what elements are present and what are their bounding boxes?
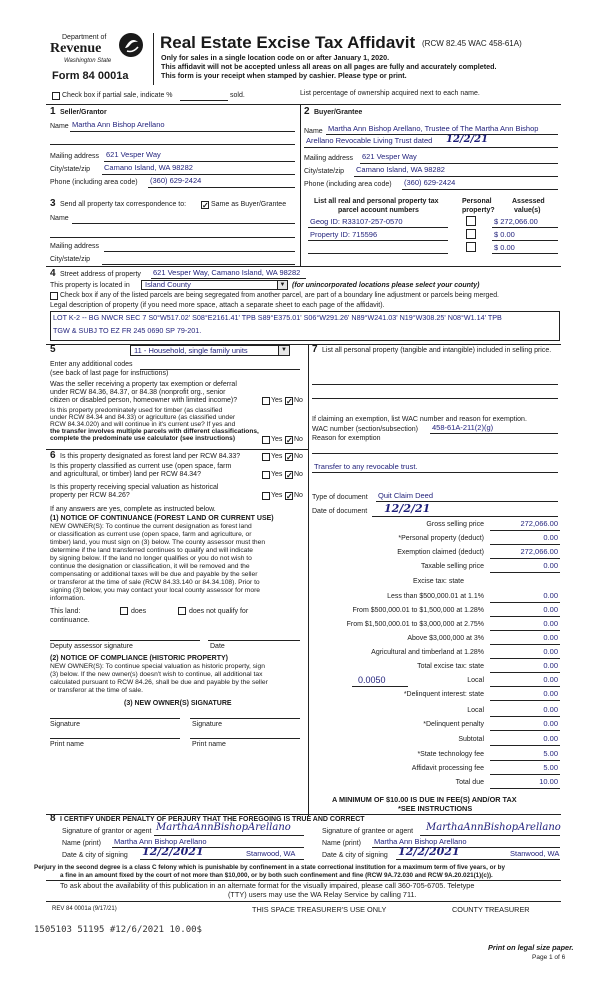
partial-sale-label: Check box if partial sale, indicate % (62, 92, 173, 99)
segregate-label: Check box if any of the listed parcels are being segregated from another parcel, are part of a boundary line adjustment or parcels being merged. (60, 292, 499, 299)
notice1-line-2: timber) land, you must sign on (3) below. The county assessor must then (50, 539, 266, 546)
tax-row-value-17[interactable]: 5.00 (543, 763, 558, 772)
notice1-line-5: continue the designation or classification, it will be removed and the (50, 563, 250, 570)
tax-row-line-5 (490, 602, 560, 603)
same-as-buyer-label: Same as Buyer/Grantee (211, 201, 287, 208)
seller-mailing[interactable]: 621 Vesper Way (106, 150, 161, 159)
local-rate[interactable]: 0.0050 (358, 675, 386, 685)
buyer-mailing-label: Mailing address (304, 155, 354, 162)
seller-phone-line (148, 187, 295, 188)
buyer-trust-date[interactable]: 12/2/21 (446, 134, 489, 145)
assessed-line-1 (492, 227, 558, 228)
tax-row-line-7 (490, 630, 560, 631)
notice1-line-7: or transferor at the time of sale (RCW 84.33.140 or 84.34.108). Prior to (50, 579, 260, 586)
deputy-label: Deputy assessor signature (50, 643, 133, 650)
corr-blank-line (50, 237, 295, 238)
personal-property-label-wrap (322, 347, 558, 356)
correspondence-number: 3 (50, 198, 56, 209)
tax-row-line-1 (490, 544, 560, 545)
tax-row-line-14 (490, 730, 560, 731)
buyer-phone[interactable]: (360) 629-2424 (404, 178, 456, 187)
tax-row-line-18 (490, 788, 560, 789)
owner-sig-label-1: Signature (50, 721, 80, 728)
tax-row-line-0 (490, 530, 560, 531)
tax-row-label-12: *Delinquent interest: state (403, 691, 484, 698)
buyer-phone-line (402, 189, 558, 190)
street-label: Street address of property (60, 271, 141, 278)
minimum-line-2: *SEE INSTRUCTIONS (398, 804, 473, 813)
q6-2-no-checkbox[interactable]: ✓ (286, 471, 293, 480)
treasurer-only: THIS SPACE TREASURER'S USE ONLY (252, 905, 387, 914)
wa-logo-icon (118, 32, 144, 58)
section6-top (46, 449, 308, 450)
tax-row-label-5: Less than $500,000.01 at 1.1% (387, 593, 484, 600)
grantee-date-label: Date & city of signing (322, 852, 388, 859)
tax-row-label-6: From $500,000.01 to $1,500,000 at 1.28% (352, 607, 484, 614)
assessed-heading-1: Assessed (512, 198, 545, 205)
corr-mailing-line[interactable] (104, 251, 295, 252)
seller-phone[interactable]: (360) 629-2424 (150, 176, 202, 185)
seller-mailing-line (104, 161, 295, 162)
section5-number: 5 (50, 344, 56, 355)
parcel-line-2 (308, 240, 448, 241)
grantor-date[interactable]: 12/2/2021 (142, 845, 204, 858)
q6-2-yes: Yes (271, 471, 283, 478)
corr-city-line[interactable] (102, 264, 295, 265)
chevron-down-icon[interactable]: ▼ (277, 281, 287, 289)
q5-2-no: No (294, 436, 303, 443)
notice1-line-4: by signing below. If the land no longer qualifies or you do not wish to (50, 555, 252, 562)
does-checkbox[interactable] (120, 607, 128, 615)
legal-line-1: LOT K-2 -- BG NWCR SEC 7 S0°W517.02' S08°E2161.41' TPB S89°E375.01' S06°W291.26' N89°W241.03' N19°W308.25' N08°W1.14' TPB (53, 313, 502, 322)
same-as-buyer-checkbox[interactable]: ✓ (202, 201, 209, 210)
subheading-1: Only for sales in a single location code on or after January 1, 2020. (161, 53, 390, 62)
reason-value[interactable]: Transfer to any revocable trust. (314, 462, 418, 471)
tax-row-label-8: Above $3,000,000 at 3% (407, 635, 484, 642)
q5-2d: the transfer involves multiple parcels with different classifications, (50, 428, 259, 435)
grantor-sig-line (154, 835, 304, 836)
claim-label: If claiming an exemption, list WAC number and reason for exemption. (312, 416, 527, 423)
new-owner-sig-title: (3) NEW OWNER(S) SIGNATURE (124, 700, 232, 707)
q5-2-no-checkbox[interactable]: ✓ (286, 436, 293, 445)
grantee-sig-label: Signature of grantee or agent (322, 828, 414, 835)
property-number: 4 (50, 268, 56, 279)
parcel-line-3 (308, 253, 448, 254)
notice2-line-2: calculated pursuant to RCW 84.26, shall be due and payable by the seller (50, 679, 268, 686)
page-number: Page 1 of 6 (532, 954, 566, 961)
q6-2-no: No (294, 471, 303, 478)
tax-row-value-6[interactable]: 0.00 (543, 605, 558, 614)
tax-row-label-18: Total due (455, 779, 484, 786)
buyer-phone-label: Phone (including area code) (304, 181, 392, 188)
tax-row-line-9 (490, 658, 560, 659)
buyer-city-line (354, 176, 558, 177)
tax-row-label-16: *State technology fee (417, 751, 484, 758)
seller-name-line-2 (50, 144, 295, 145)
doc-type-value[interactable]: Quit Claim Deed (378, 491, 434, 500)
q6-3a: Is this property receiving special valuation as historical (50, 484, 219, 491)
grantee-city[interactable]: Stanwood, WA (510, 849, 560, 858)
grantee-signature[interactable]: MarthaAnnBishopArellano (426, 822, 561, 833)
seller-city-line (102, 174, 295, 175)
buyer-mailing-line (360, 163, 558, 164)
minimum-line-1: A MINIMUM OF $10.00 IS DUE IN FEE(S) AND/OR TAX (332, 795, 517, 804)
personal-heading-2: property? (462, 207, 495, 214)
doc-type-label: Type of document (312, 494, 368, 501)
tax-row-line-13 (490, 716, 560, 717)
assessed-value-1[interactable]: $ 272,066.00 (494, 217, 538, 226)
notice2-line-0: NEW OWNER(S): To continue special valuation as historic property, sign (50, 663, 265, 670)
tax-row-line-8 (490, 644, 560, 645)
seller-mailing-label: Mailing address (50, 153, 100, 160)
q6-3-no: No (294, 492, 303, 499)
section6-number: 6 (50, 450, 56, 461)
q6-2-yes-checkbox[interactable] (262, 471, 270, 479)
q6-1: Is this property designated as forest land per RCW 84.33? (60, 453, 241, 460)
q6-3b: property per RCW 84.26? (50, 492, 130, 499)
tax-row-label-4: Excise tax: state (413, 578, 464, 585)
form-statute: (RCW 82.45 WAC 458-61A) (422, 39, 522, 48)
tax-row-value-0[interactable]: 272,066.00 (520, 519, 558, 528)
seller-city[interactable]: Camano Island, WA 98282 (104, 163, 193, 172)
grantor-signature[interactable]: MarthaAnnBishopArellano (156, 822, 291, 833)
deputy-date-line[interactable] (208, 640, 300, 641)
owner-print-line-2[interactable] (190, 738, 300, 739)
tax-row-value-15[interactable]: 0.00 (543, 734, 558, 743)
buyer-city-label: City/state/zip (304, 168, 345, 175)
footer-rule-2 (46, 901, 561, 902)
use-code-select[interactable] (130, 345, 290, 356)
tax-row-value-3[interactable]: 0.00 (543, 561, 558, 570)
tax-row-label-2: Exemption claimed (deduct) (397, 549, 484, 556)
see-back-label: (see back of last page for instructions) (50, 370, 169, 377)
q6-3-yes-checkbox[interactable] (262, 492, 270, 500)
county-value: Island County (145, 280, 191, 289)
assessed-value-3[interactable]: $ 0.00 (494, 243, 515, 252)
tax-row-line-3 (490, 572, 560, 573)
corr-name-label: Name (50, 215, 69, 222)
grantor-city[interactable]: Stanwood, WA (246, 849, 296, 858)
owner-print-label-2: Print name (192, 741, 226, 748)
notice1-line-0: NEW OWNER(S): To continue the current designation as forest land (50, 523, 252, 530)
parcel-id-1[interactable]: Geog ID: R33107-257-0570 (310, 217, 403, 226)
q6-1-yes-checkbox[interactable] (262, 453, 270, 461)
grantor-name-label: Name (print) (62, 840, 101, 847)
personal-property-label: List all personal property (tangible and intangible) included in selling price. (322, 347, 552, 354)
treasurer-stamp: 1505103 51195 #12/6/2021 10.00$ (34, 925, 202, 935)
personal-checkbox-1[interactable] (466, 216, 476, 226)
partial-sale-percent-line[interactable] (180, 100, 228, 101)
form-title: Real Estate Excise Tax Affidavit (160, 33, 416, 52)
owner-sig-label-2: Signature (192, 721, 222, 728)
q6-1-yes: Yes (271, 453, 283, 460)
grantor-sig-label: Signature of grantor or agent (62, 828, 152, 835)
tax-row-value-5[interactable]: 0.00 (543, 591, 558, 600)
seller-number: 1 (50, 106, 56, 117)
doc-date-line (372, 516, 558, 517)
correspondence-label: Send all property tax correspondence to: (60, 201, 187, 208)
assessed-heading-2: value(s) (514, 207, 541, 214)
q6-3-no-checkbox[interactable]: ✓ (286, 492, 293, 501)
owner-sig-line-1[interactable] (50, 718, 180, 719)
q5-2a: Is this property predominately used for timber (as classified (50, 407, 223, 414)
reason-line-2 (312, 472, 558, 473)
tax-row-line-11 (490, 686, 560, 687)
notice1-line-9: information. (50, 595, 85, 602)
q5-2c: RCW 84.34.020) and will continue in it's current use? If yes and (50, 421, 236, 428)
buyer-name-1[interactable]: Martha Ann Bishop Arellano, Trustee of The Martha Ann Bishop (328, 124, 539, 133)
tax-row-label-3: Taxable selling price (420, 563, 484, 570)
tax-row-value-14[interactable]: 0.00 (543, 719, 558, 728)
buyer-name-line (326, 134, 558, 135)
street-address[interactable]: 621 Vesper Way, Camano Island, WA 98282 (153, 268, 301, 277)
tax-row-label-9: Agricultural and timberland at 1.28% (371, 649, 484, 656)
header-divider (153, 33, 154, 85)
reason-label: Reason for exemption (312, 435, 381, 442)
segregate-checkbox[interactable] (50, 292, 58, 300)
located-label: This property is located in (50, 282, 130, 289)
grantor-name[interactable]: Martha Ann Bishop Arellano (114, 837, 207, 846)
q6-2b: and agricultural, or timber) land per RCW 84.34? (50, 471, 201, 478)
this-land-label: This land: (50, 608, 81, 615)
notice2-title: (2) NOTICE OF COMPLIANCE (HISTORIC PROPERTY) (50, 655, 228, 662)
assessed-line-2 (492, 240, 558, 241)
if-yes-note: If any answers are yes, complete as instructed below. (50, 506, 216, 513)
subheading-3: This form is your receipt when stamped by cashier. Please type or print. (161, 71, 407, 80)
perjury-line-2: a fine in an amount fixed by the court of not more than $10,000, or by both such confinement and fine (RCW 9A.72.030 and RCW 9A.20.021(1)(c)). (60, 872, 493, 879)
tax-row-value-12[interactable]: 0.00 (543, 689, 558, 698)
dept-line: Department of (62, 34, 107, 41)
grantor-date-label: Date & city of signing (62, 852, 128, 859)
tax-row-label-13: Local (467, 707, 484, 714)
frame-section4-top (46, 266, 561, 267)
legal-label: Legal description of property (if you need more space, attach a separate sheet to each page of the affidavit). (50, 302, 385, 309)
q5-1-no: No (294, 397, 303, 404)
use-code-value: 11 - Household, single family units (134, 346, 248, 355)
owner-print-label-1: Print name (50, 741, 84, 748)
partial-sale-checkbox[interactable] (52, 92, 60, 100)
notice1-line-8: signing (3) below, you may contact your local county assessor for more (50, 587, 261, 594)
tax-row-label-11: Local (467, 677, 484, 684)
section8-top (46, 814, 561, 815)
doc-date-value[interactable]: 12/2/21 (384, 502, 431, 515)
frame-mid-lower (308, 344, 309, 816)
q5-1-yes: Yes (271, 397, 283, 404)
tax-row-label-0: Gross selling price (426, 521, 484, 528)
street-line (151, 278, 306, 279)
tax-row-label-10: Total excise tax: state (417, 663, 484, 670)
personal-property-line-1[interactable] (312, 384, 558, 385)
perjury-line-1: Perjury in the second degree is a class C felony which is punishable by confinement in a state correctional institution for a maximum term of five years, or by (34, 864, 505, 871)
notice1-title: (1) NOTICE OF CONTINUANCE (FOREST LAND OR CURRENT USE) (50, 515, 274, 522)
deputy-sig-line[interactable] (50, 640, 200, 641)
grantee-sig-line (420, 835, 560, 836)
grantee-date[interactable]: 12/2/2021 (398, 845, 460, 858)
tax-row-label-15: Subtotal (458, 736, 484, 743)
county-select[interactable] (141, 280, 288, 290)
grantor-name-line (112, 847, 304, 848)
corr-name-line[interactable] (72, 223, 295, 224)
q6-1-no-checkbox[interactable]: ✓ (286, 453, 293, 462)
personal-checkbox-2[interactable] (466, 229, 476, 239)
q5-1-no-checkbox[interactable]: ✓ (286, 397, 293, 406)
does-label: does (131, 608, 147, 615)
tax-row-line-12 (490, 700, 560, 701)
frame-section5-top (46, 344, 561, 345)
notice2-line-1: (3) below. If the new owner(s) doesn't wish to continue, all additional tax (50, 671, 263, 678)
buyer-name-line-2 (304, 147, 558, 148)
corr-mailing-label: Mailing address (50, 243, 100, 250)
buyer-mailing[interactable]: 621 Vesper Way (362, 152, 417, 161)
does-not-label: does not qualify for (189, 608, 249, 615)
tax-row-value-18[interactable]: 10.00 (539, 777, 558, 786)
wac-line (430, 433, 558, 434)
q6-3-yes: Yes (271, 492, 283, 499)
owner-print-line-1[interactable] (50, 738, 180, 739)
owner-sig-line-2[interactable] (190, 718, 300, 719)
section8-number: 8 (50, 813, 56, 824)
tax-row-line-6 (490, 616, 560, 617)
legal-paper-note: Print on legal size paper. (488, 943, 574, 952)
grantee-date-line (396, 859, 560, 860)
parcel-heading-2: parcel account numbers (338, 207, 419, 214)
seller-heading: Seller/Grantor (60, 109, 107, 116)
personal-checkbox-3[interactable] (466, 242, 476, 252)
alt-format-1: To ask about the availability of this publication in an alternate format for the visually impaired, please call 360-705-6705. Teletype (60, 881, 475, 890)
q5-1b: under RCW 84.36, 84.37, or 84.38 (nonprofit org., senior (50, 389, 226, 396)
form-number: Form 84 0001a (52, 70, 129, 82)
revenue-wordmark: Revenue (50, 41, 102, 56)
q5-2b: under RCW 84.34 and 84.33) or agriculture (as classified under (50, 414, 236, 421)
ownership-note: List percentage of ownership acquired next to each name. (300, 90, 480, 97)
wac-value[interactable]: 458-61A-211(2)(g) (432, 423, 494, 432)
legal-description-box[interactable] (50, 311, 560, 341)
q5-2-yes-checkbox[interactable] (262, 436, 270, 444)
seller-city-label: City/state/zip (50, 166, 91, 173)
deputy-date-label: Date (210, 643, 225, 650)
local-rate-line (352, 686, 408, 687)
tax-row-value-13[interactable]: 0.00 (543, 705, 558, 714)
q5-2-yes: Yes (271, 436, 283, 443)
tax-row-line-2 (490, 558, 560, 559)
tax-row-value-11[interactable]: 0.00 (543, 675, 558, 684)
grantee-name-label: Name (print) (322, 840, 361, 847)
tax-row-value-1[interactable]: 0.00 (543, 533, 558, 542)
buyer-number: 2 (304, 106, 310, 117)
county-treasurer: COUNTY TREASURER (452, 905, 530, 914)
q5-1c: citizen or disabled person, homeowner with limited income)? (50, 397, 238, 404)
q5-1-yes-checkbox[interactable] (262, 397, 270, 405)
frame-top (46, 104, 561, 105)
notice1-line-3: determine if the land transferred continues to qualify and will indicate (50, 547, 253, 554)
q6-1-no: No (294, 453, 303, 460)
tax-row-line-16 (490, 760, 560, 761)
alt-format-2: (TTY) users may use the WA Relay Service by calling 711. (228, 890, 417, 899)
personal-heading-1: Personal (462, 198, 492, 205)
corr-city-label: City/state/zip (50, 256, 91, 263)
tax-row-value-10[interactable]: 0.00 (543, 661, 558, 670)
subheading-2: This affidavit will not be accepted unless all areas on all pages are fully and accurately completed. (161, 62, 497, 71)
assessed-value-2[interactable]: $ 0.00 (494, 230, 515, 239)
section7-number: 7 (312, 344, 318, 355)
reason-line-1 (312, 453, 558, 454)
additional-codes-label: Enter any additional codes (50, 361, 133, 368)
buyer-name-2[interactable]: Arellano Revocable Living Trust dated (306, 136, 433, 145)
notice2-line-3: or transferor at the time of sale. (50, 687, 143, 694)
buyer-name-label: Name (304, 128, 323, 135)
q5-2e: complete the predominate use calculator (see instructions) (50, 435, 236, 442)
tax-row-label-7: From $1,500,000.01 to $3,000,000 at 2.75% (346, 621, 484, 628)
tax-row-value-2[interactable]: 272,066.00 (520, 547, 558, 556)
legal-line-2: TGW & SUBJ TO EZ FR 245 0690 SP 79-201. (53, 326, 202, 335)
wac-label: WAC number (section/subsection) (312, 426, 418, 433)
frame-mid-upper (300, 104, 301, 266)
notice1-line-6: compensating or additional taxes will be due and payable by the seller (50, 571, 258, 578)
tax-row-value-9[interactable]: 0.00 (543, 647, 558, 656)
certify-label: I CERTIFY UNDER PENALTY OF PERJURY THAT THE FOREGOING IS TRUE AND CORRECT (60, 816, 365, 823)
partial-sale-sold: sold. (230, 92, 245, 99)
parcel-heading-1: List all real and personal property tax (314, 198, 439, 205)
tax-row-value-16[interactable]: 5.00 (543, 749, 558, 758)
grantor-date-line (140, 859, 304, 860)
tax-row-label-17: Affidavit processing fee (411, 765, 484, 772)
q5-1a: Was the seller receiving a property tax exemption or deferral (50, 381, 237, 388)
tax-row-value-8[interactable]: 0.00 (543, 633, 558, 642)
buyer-heading: Buyer/Grantee (314, 109, 363, 116)
does-not-checkbox[interactable] (178, 607, 186, 615)
seller-name-label: Name (50, 123, 69, 130)
q6-2a: Is this property classified as current use (open space, farm (50, 463, 232, 470)
seller-name[interactable]: Martha Ann Bishop Arellano (72, 120, 165, 129)
tax-row-label-14: *Delinquent penalty (423, 721, 484, 728)
continuance-label: continuance. (50, 617, 90, 624)
grantee-name[interactable]: Martha Ann Bishop Arellano (374, 837, 467, 846)
personal-property-line-2[interactable] (312, 398, 558, 399)
parcel-id-2[interactable]: Property ID: 715596 (310, 230, 378, 239)
tax-calc-table (312, 520, 562, 804)
doc-date-label: Date of document (312, 508, 368, 515)
buyer-city[interactable]: Camano Island, WA 98282 (356, 165, 445, 174)
county-note: (for unincorporated locations please select your county) (292, 282, 480, 289)
tax-row-line-17 (490, 774, 560, 775)
tax-row-value-7[interactable]: 0.00 (543, 619, 558, 628)
state-line: Washington State (64, 58, 112, 64)
tax-row-line-10 (490, 672, 560, 673)
seller-phone-label: Phone (including area code) (50, 179, 138, 186)
rev-number: REV 84 0001a (9/17/21) (52, 906, 117, 912)
tax-row-label-1: *Personal property (deduct) (398, 535, 484, 542)
chevron-down-icon[interactable]: ▼ (278, 346, 289, 355)
assessed-line-3 (492, 253, 558, 254)
seller-name-line (70, 131, 295, 132)
parcel-line-1 (308, 227, 448, 228)
notice1-line-1: or classification as current use (open space, farm and agriculture, or (50, 531, 252, 538)
tax-row-line-15 (490, 745, 560, 746)
